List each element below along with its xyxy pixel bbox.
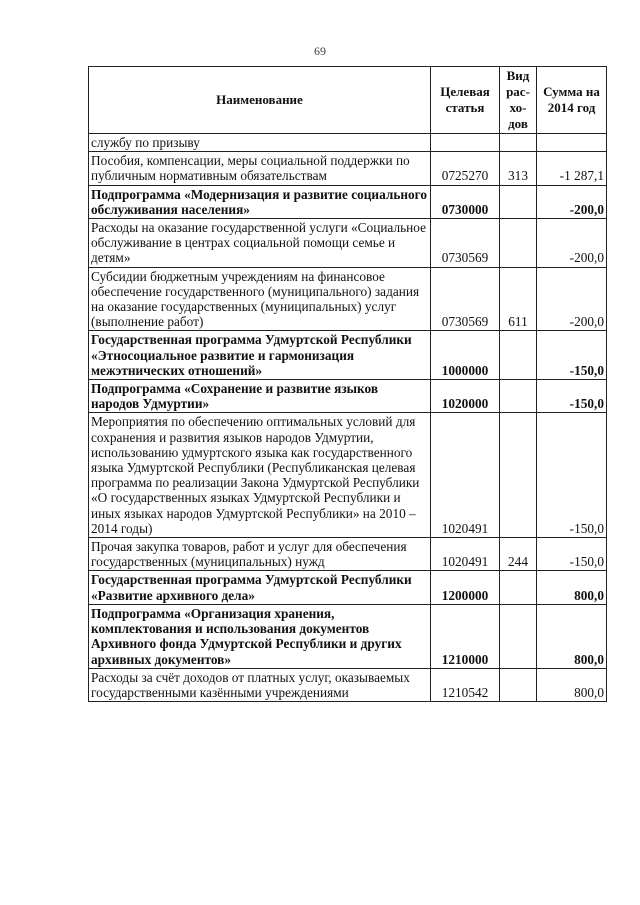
table-row: [89, 152, 607, 185]
row-type: [500, 380, 537, 413]
row-code: 0730569: [431, 267, 500, 331]
row-name: Расходы за счёт доходов от платных услуг, оказываемых государственными казёнными учреждениями: [89, 668, 431, 701]
row-type: [500, 413, 537, 538]
row-type: [500, 134, 537, 152]
table-row: [89, 331, 607, 380]
row-sum: -1 287,1: [537, 152, 607, 185]
budget-table: [88, 66, 607, 702]
row-code: 1020491: [431, 538, 500, 571]
row-sum: -150,0: [537, 413, 607, 538]
row-name: Пособия, компенсации, меры социальной поддержки по публичным нормативным обязательствам: [89, 152, 431, 185]
table-row: [89, 267, 607, 331]
row-name: Подпрограмма «Сохранение и развитие языков народов Удмуртии»: [89, 380, 431, 413]
row-name: Подпрограмма «Организация хранения, комплектования и использования документов Архивного фонда Удмуртской Республики и других архивных документов»: [89, 604, 431, 668]
row-code: 0730000: [431, 185, 500, 218]
row-code: 0730569: [431, 219, 500, 268]
table-row: [89, 538, 607, 571]
header-code: Целевая статья: [431, 67, 500, 134]
table-header-row: [89, 67, 607, 134]
row-sum: 800,0: [537, 668, 607, 701]
table-row: [89, 134, 607, 152]
row-code: 1210000: [431, 604, 500, 668]
row-code: 1200000: [431, 571, 500, 604]
row-name: Государственная программа Удмуртской Республики «Этносоциальное развитие и гармонизация межэтнических отношений»: [89, 331, 431, 380]
table-row: [89, 413, 607, 538]
table-row: [89, 185, 607, 218]
row-sum: 800,0: [537, 571, 607, 604]
row-name: Подпрограмма «Модернизация и развитие социального обслуживания населения»: [89, 185, 431, 218]
row-name: Прочая закупка товаров, работ и услуг для обеспечения государственных (муниципальных) нужд: [89, 538, 431, 571]
table-row: [89, 380, 607, 413]
header-type: Вид рас-хо-дов: [500, 67, 537, 134]
page-number: 69: [314, 44, 326, 58]
row-sum: -150,0: [537, 538, 607, 571]
row-code: 1020000: [431, 380, 500, 413]
row-name: Мероприятия по обеспечению оптимальных условий для сохранения и развития языков народов Удмуртии, использованию удмуртского языка как государственного языка Удмуртской Республики (Республиканская целевая программа по реализации Закона Удмуртской Республики «О государственных языках Удмуртской Республики и иных языках народов Удмуртской Республики» на 2010 – 2014 годы): [89, 413, 431, 538]
row-sum: -200,0: [537, 185, 607, 218]
row-type: [500, 571, 537, 604]
row-type: 313: [500, 152, 537, 185]
row-type: 244: [500, 538, 537, 571]
row-type: [500, 331, 537, 380]
row-name: Государственная программа Удмуртской Республики «Развитие архивного дела»: [89, 571, 431, 604]
table-row: [89, 668, 607, 701]
row-sum: -200,0: [537, 219, 607, 268]
row-name: службу по призыву: [89, 134, 431, 152]
header-name: Наименование: [89, 67, 431, 134]
row-type: [500, 604, 537, 668]
row-code: [431, 134, 500, 152]
row-code: 1000000: [431, 331, 500, 380]
row-sum: 800,0: [537, 604, 607, 668]
header-sum: Сумма на 2014 год: [537, 67, 607, 134]
table-row: [89, 604, 607, 668]
row-type: [500, 219, 537, 268]
row-code: 1210542: [431, 668, 500, 701]
row-sum: -200,0: [537, 267, 607, 331]
row-code: 0725270: [431, 152, 500, 185]
row-code: 1020491: [431, 413, 500, 538]
row-sum: -150,0: [537, 380, 607, 413]
row-type: [500, 668, 537, 701]
row-name: Расходы на оказание государственной услуги «Социальное обслуживание в центрах социальной помощи семье и детям»: [89, 219, 431, 268]
row-type: 611: [500, 267, 537, 331]
table-row: [89, 571, 607, 604]
table-row: [89, 219, 607, 268]
row-sum: -150,0: [537, 331, 607, 380]
row-name: Субсидии бюджетным учреждениям на финансовое обеспечение государственного (муниципального) задания на оказание государственных (муниципальных) услуг (выполнение работ): [89, 267, 431, 331]
row-type: [500, 185, 537, 218]
row-sum: [537, 134, 607, 152]
